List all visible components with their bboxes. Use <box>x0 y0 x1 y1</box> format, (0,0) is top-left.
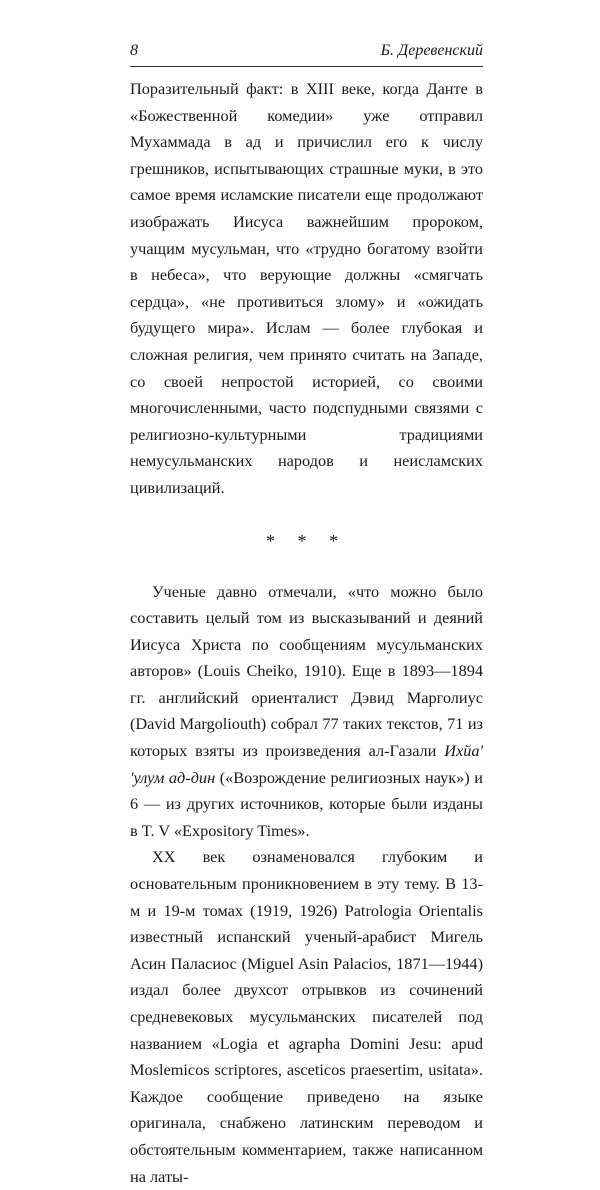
section-break: * * * <box>266 530 347 551</box>
book-title-italic: Ихйа' 'улум ад-дин <box>130 741 483 787</box>
paragraph: XX век ознаменовался глубоким и основательным проникновением в эту тему. В 13-м и 19-м томах (1919, 1926) Patrologia Orientalis известный испанский ученый-арабист Мигель Асин Паласиос (Miguel Asin Palacios, 1871—1944) издал более двухсот отрывков из сочинений средневековых мусульманских писателей под названием «Logia et agrapha Domini Jesu: apud Moslemicos scriptores, asceticos praesertim, usitata». Каждое сообщение приведено на языке оригинала, снабжено латинским переводом и обстоятельным комментарием, также написанном на латы- <box>130 847 483 1186</box>
paragraph <box>130 579 483 845</box>
paragraph: Поразительный факт: в XIII веке, когда Данте в «Божественной комедии» уже отправил Мухаммада в ад и причислил его к числу грешников, испытывающих страшные муки, в это самое время исламские писатели еще продолжают изображать Иисуса важнейшим пророком, учащим мусульман, что «трудно богатому взойти в небеса», что верующие должны «смягчать сердца», «не противиться злому» и «ожидать будущего мира». Ислам — более глубокая и сложная религия, чем принято считать на Западе, со своей непростой историей, со своими многочисленными, часто подспудными связями с религиозно-культурными традициями немусульманских народов и неисламских цивилизаций. <box>130 79 483 497</box>
body-text <box>130 76 483 1190</box>
page-number: 8 <box>130 42 138 59</box>
running-head-author: Б. Деревенский <box>380 42 483 59</box>
paragraph-text: («Возрождение религиозных наук») и 6 — из других источников, которые были изданы в T. V «Expository Times». <box>130 767 483 840</box>
paragraph-text: Ученые давно отмечали, «что можно было составить целый том из высказываний и деяний Иисуса Христа по сообщениям мусульманских авторов» (Louis Cheiko, 1910). Еще в 1893—1894 гг. английский ориенталист Дэвид Марголиус (David Margoliouth) собрал 77 таких текстов, 71 из которых взяты из произведения ал-Газали <box>130 581 483 761</box>
running-header <box>130 42 483 66</box>
header-rule <box>130 66 483 67</box>
